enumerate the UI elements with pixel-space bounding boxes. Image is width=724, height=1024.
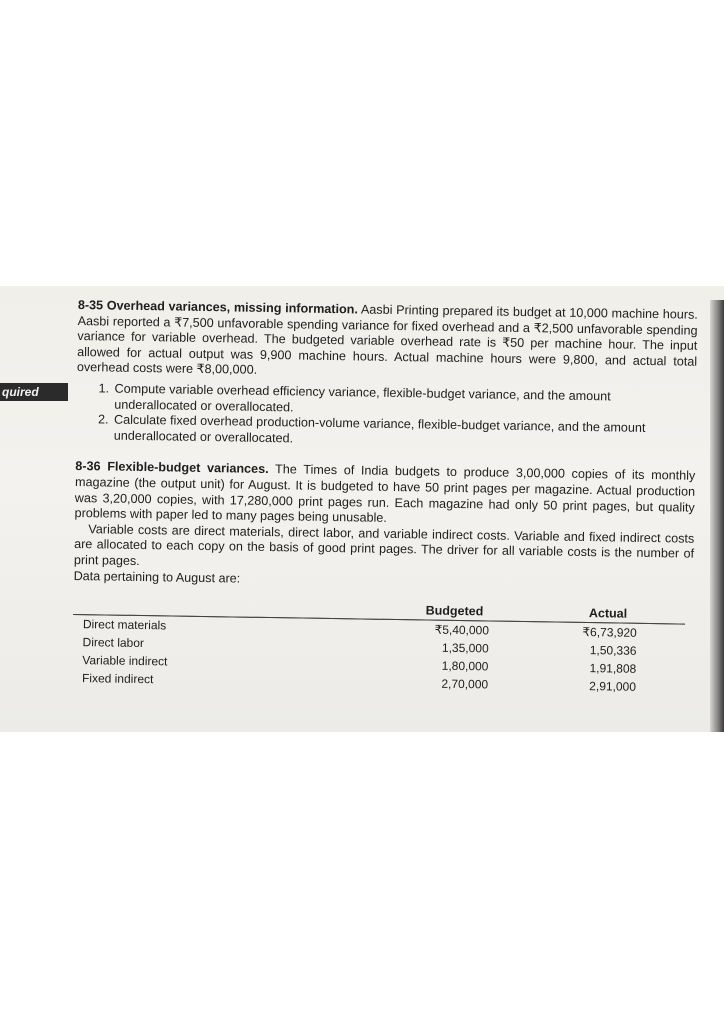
row-label: Direct materials — [82, 617, 167, 633]
problem-body: The Times of India budgets to produce 3,00,000 copies of its monthly magazine (the output unit) for August. It is budgeted to have 50 print pages per magazine. Actual production was 3,20,000 copies, with 17,280,000 print pages run. Each magazine had only 50 print pages, but quality problems with paper led to many pages being unusable. — [74, 462, 696, 526]
data-intro: Data pertaining to August are: — [73, 568, 241, 586]
budgeted-value: ₹5,40,000 — [434, 622, 490, 638]
requirement-item: 2. Calculate fixed overhead production-volume variance, flexible-budget variance, and the amount underallocated or overallocated. — [112, 413, 696, 453]
row-label: Direct labor — [82, 635, 145, 651]
actual-value: ₹6,73,920 — [582, 625, 637, 640]
actual-value: 2,91,000 — [589, 679, 637, 694]
budgeted-value: 2,70,000 — [441, 676, 489, 692]
table-header-budgeted: Budgeted — [425, 603, 484, 619]
problem-title: Flexible-budget variances. — [107, 459, 269, 477]
table-header-actual: Actual — [588, 606, 628, 621]
book-spine-shadow — [710, 300, 724, 732]
budgeted-value: 1,35,000 — [441, 640, 489, 656]
row-label: Fixed indirect — [81, 671, 154, 687]
problem-number: 8-36 — [75, 459, 101, 474]
page-content — [72, 298, 698, 697]
budgeted-value: 1,80,000 — [441, 658, 489, 674]
problem-number: 8-35 — [77, 298, 104, 313]
side-tab-required: quired — [0, 383, 68, 401]
problem-body-continued: Variable costs are direct materials, direct labor, and variable indirect costs. Variable and fixed indirect costs are allocated to each copy on the basis of good print pages. The driver for all variable costs is the number of print pages. — [73, 521, 695, 568]
row-label: Variable indirect — [82, 653, 168, 669]
actual-value: 1,91,808 — [589, 661, 637, 676]
problem-title: Overhead variances, missing information. — [106, 298, 359, 317]
requirement-item: 1. Compute variable overhead efficiency variance, flexible-budget variance, and the amount underallocated or overallocated. — [112, 382, 696, 422]
problem-8-35 — [77, 298, 698, 386]
requirements-list — [76, 381, 697, 453]
august-data-table — [72, 598, 685, 697]
problem-body: Aasbi Printing prepared its budget at 10,000 machine hours. Aasbi reported a ₹7,500 unfavorable spending variance for fixed overhead and a ₹2,500 unfavorable spending variance for variable overhead. The budgeted variable overhead rate is ₹50 per machine hour. The input allowed for actual output was 9,900 machine hours. Actual machine hours were 9,800, and actual total overhead costs were ₹8,00,000. — [76, 302, 698, 378]
actual-value: 1,50,336 — [589, 643, 637, 658]
problem-8-36 — [74, 459, 695, 531]
